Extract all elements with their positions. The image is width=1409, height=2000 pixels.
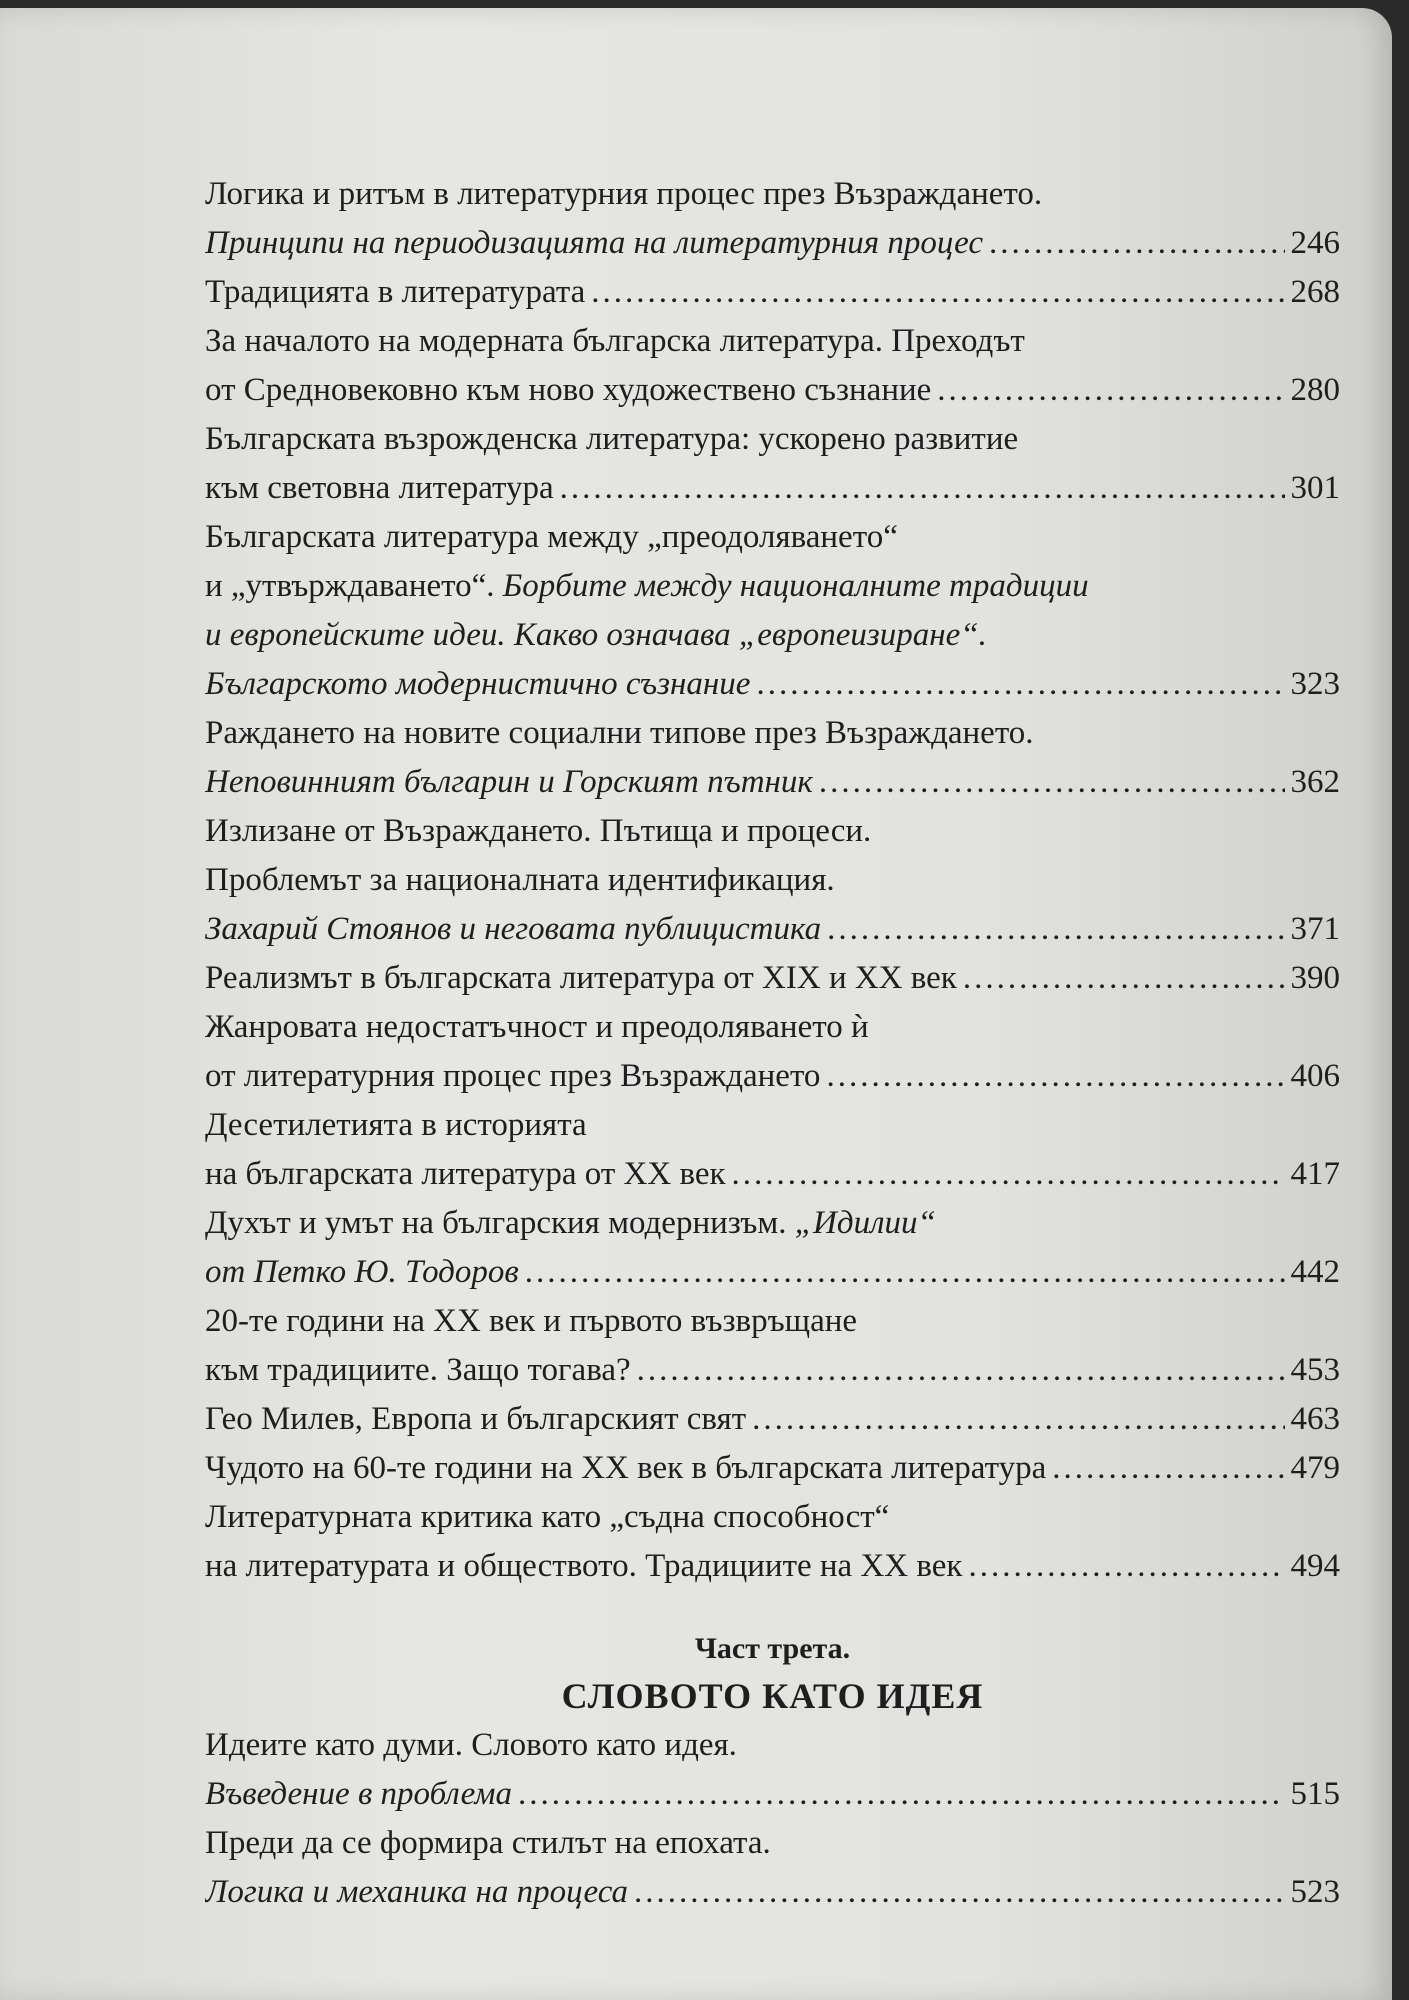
dot-leader [937,366,1284,415]
toc-entry [205,415,1340,513]
page-number: 523 [1290,1874,1340,1910]
toc-entry-text: Реализмът в българската литература от XIX и XX век [205,960,957,996]
toc-entry-line [205,170,1340,219]
toc-entry-line [205,317,1340,366]
toc-entry-line [205,1101,1340,1150]
dot-leader [963,954,1285,1003]
toc-entry-line [205,611,1340,660]
toc-entry [205,1297,1340,1395]
toc-entry-text: Излизане от Възраждането. Пътища и процеси. [205,813,872,849]
toc-entry-text: Литературната критика като „съдна способност“ [205,1499,890,1535]
toc-list-part-three [205,1721,1340,1917]
dot-leader [989,219,1284,268]
toc-entry-line [205,856,1340,905]
page-number: 463 [1290,1401,1340,1437]
toc-entry-final-line [205,1444,1340,1493]
toc-entry-line [205,1819,1340,1868]
toc-entry-text: 20-те години на XX век и първото възвръщане [205,1303,858,1339]
toc-entry-text: от Средновековно към ново художествено съзнание [205,372,932,408]
part-title: СЛОВОТО КАТО ИДЕЯ [561,1676,984,1716]
page-number: 453 [1290,1352,1340,1388]
toc-entry-final-line [205,905,1340,954]
toc-entry-line [205,1199,1340,1248]
toc-entry-text: на литературата и обществото. Традициите на XX век [205,1548,963,1584]
page-number: 406 [1290,1058,1340,1094]
toc-list-part-two [205,170,1340,1591]
toc-entry-text: Преди да се формира стилът на епохата. [205,1825,771,1861]
toc-entry-text: Гео Милев, Европа и българският свят [205,1401,747,1437]
toc-entry-text: Чудото на 60-те години на XX век в българската литература [205,1450,1047,1486]
table-of-contents [205,170,1340,1917]
dot-leader [518,1770,1285,1819]
toc-entry-text: към световна литература [205,470,554,506]
toc-entry-text: Захарий Стоянов и неговата публицистика [205,911,822,947]
toc-entry-final-line [205,268,1340,317]
toc-entry-final-line [205,366,1340,415]
toc-entry [205,1199,1340,1297]
toc-entry-final-line [205,660,1340,709]
toc-entry-line [205,807,1340,856]
toc-entry-text: Логика и механика на процеса [205,1874,629,1910]
toc-entry-text: на българската литература от XX век [205,1156,726,1192]
toc-entry-text: Проблемът за националната идентификация. [205,862,835,898]
page-number: 280 [1290,372,1340,408]
dot-leader [819,758,1285,807]
toc-entry-text: Десетилетията в историята [205,1107,587,1143]
toc-entry [205,1395,1340,1444]
toc-entry-text: Духът и умът на българския модернизъм. [205,1205,795,1241]
toc-entry-line [205,1721,1340,1770]
toc-entry-text: от литературния процес през Възраждането [205,1058,821,1094]
toc-entry-text: и европейските идеи. Какво означава „европеизиране“. [205,617,987,653]
dot-leader [637,1346,1285,1395]
toc-entry-text: Българската литература между „преодоляването“ [205,519,898,555]
toc-entry-text: Жанровата недостатъчност и преодоляването ѝ [205,1009,869,1045]
page-number: 268 [1290,274,1340,310]
toc-entry-final-line [205,1248,1340,1297]
toc-entry [205,1493,1340,1591]
toc-entry-line [205,415,1340,464]
toc-entry-final-line [205,464,1340,513]
toc-entry [205,1003,1340,1101]
toc-entry-italic-text: „Идилии“ [794,1205,936,1241]
toc-entry-final-line [205,1542,1340,1591]
toc-entry-text: Традицията в литературата [205,274,586,310]
dot-leader [591,268,1284,317]
toc-entry [205,1444,1340,1493]
toc-entry-text: Българската възрожденска литература: ускорено развитие [205,421,1019,457]
toc-entry [205,1101,1340,1199]
toc-entry-text: и „утвърждаването“. [205,568,503,604]
toc-entry [205,1819,1340,1917]
dot-leader [827,905,1284,954]
toc-entry-text: Идеите като думи. Словото като идея. [205,1727,737,1763]
toc-entry-final-line [205,219,1340,268]
toc-entry [205,170,1340,268]
part-heading [205,1627,1340,1721]
book-page [0,8,1392,2000]
page-number: 494 [1290,1548,1340,1584]
toc-entry-final-line [205,758,1340,807]
dot-leader [756,660,1284,709]
page-number: 362 [1290,764,1340,800]
toc-entry-italic-text: Борбите между националните традиции [502,568,1089,604]
toc-entry [205,513,1340,709]
page-number: 479 [1290,1450,1340,1486]
toc-entry [205,709,1340,807]
toc-entry-text: към традициите. Защо тогава? [205,1352,631,1388]
toc-entry-final-line [205,954,1340,1003]
dot-leader [525,1248,1285,1297]
dot-leader [634,1868,1284,1917]
toc-entry-line [205,709,1340,758]
toc-entry [205,807,1340,954]
toc-entry-final-line [205,1052,1340,1101]
dot-leader [1052,1444,1284,1493]
toc-entry-text: Логика и ритъм в литературния процес през Възраждането. [205,176,1043,212]
toc-entry-text: от Петко Ю. Тодоров [205,1254,519,1290]
toc-entry-line [205,1297,1340,1346]
toc-entry-text: Принципи на периодизацията на литературния процес [205,225,984,261]
toc-entry-text: За началото на модерната българска литература. Преходът [205,323,1025,359]
toc-entry [205,1721,1340,1819]
page-number: 246 [1290,225,1340,261]
toc-entry-line [205,562,1340,611]
page-number: 323 [1290,666,1340,702]
dot-leader [732,1150,1285,1199]
toc-entry-final-line [205,1150,1340,1199]
page-number: 390 [1290,960,1340,996]
dot-leader [826,1052,1284,1101]
page-number: 371 [1290,911,1340,947]
toc-entry-final-line [205,1770,1340,1819]
toc-entry-final-line [205,1395,1340,1444]
toc-entry-text: Въведение в проблема [205,1776,512,1812]
page-number: 515 [1290,1776,1340,1812]
toc-entry-final-line [205,1346,1340,1395]
toc-entry-final-line [205,1868,1340,1917]
toc-entry-line [205,513,1340,562]
toc-entry [205,317,1340,415]
toc-entry [205,268,1340,317]
page-number: 417 [1290,1156,1340,1192]
dot-leader [968,1542,1284,1591]
dot-leader [752,1395,1284,1444]
part-subtitle: Част трета. [694,1632,851,1665]
toc-entry-line [205,1003,1340,1052]
page-number: 442 [1290,1254,1340,1290]
toc-entry-text: Неповинният българин и Горският пътник [205,764,813,800]
page-number: 301 [1290,470,1340,506]
toc-entry-text: Българското модернистично съзнание [205,666,751,702]
dot-leader [560,464,1285,513]
toc-entry-line [205,1493,1340,1542]
toc-entry [205,954,1340,1003]
toc-entry-text: Раждането на новите социални типове през Възраждането. [205,715,1034,751]
